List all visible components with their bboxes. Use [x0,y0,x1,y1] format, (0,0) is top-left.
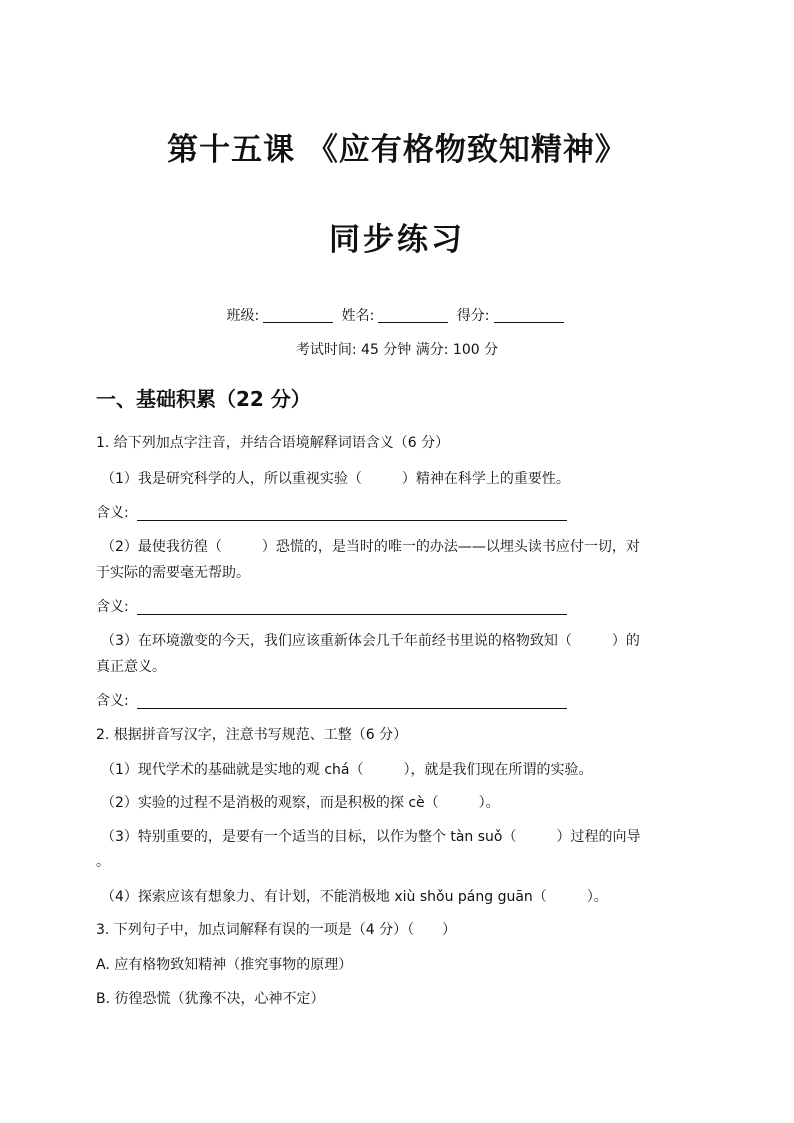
q2-item-4 [101,886,608,906]
page-subtitle: 同步练习 [329,222,465,258]
q1-item-1-text-b: ）精神在科学上的重要性。 [401,471,570,487]
score-blank[interactable] [494,308,564,323]
q1-item-2-text-b: ）恐慌的，是当时的唯一的办法——以埋头读书应付一切，对 [261,539,640,555]
q1-item-3-text-a: （3）在环境激变的今天，我们应该重新体会几千年前经书里说的格物致知（ [101,633,572,649]
q1-item-3-text-b: ）的 [611,633,640,649]
q2-item-4-text-a: （4）探索应该有想象力、有计划，不能消极地 xiù shǒu páng guān（ [101,889,547,905]
class-blank[interactable] [263,308,333,323]
meaning-answer-line[interactable] [137,600,567,615]
meaning-label: 含义: [96,505,129,521]
q2-item-2-text-a: （2）实验的过程不是消极的观察，而是积极的探 cè（ [101,795,439,811]
q1-meaning-1 [96,502,567,522]
q2-item-1 [101,759,593,779]
q1-item-3 [101,630,640,650]
q3-option-a: A. 应有格物致知精神（推究事物的原理） [96,957,353,973]
q2-item-1-text-a: （1）现代学术的基础就是实地的观 chá（ [101,762,364,778]
q3-option-b: B. 彷徨恐慌（犹豫不决，心神不定） [96,991,325,1007]
q1-item-2 [101,536,640,556]
q1-item-3-cont: 真正意义。 [96,659,166,675]
score-label: 得分: [456,308,490,324]
question-3-prompt: 3. 下列句子中，加点词解释有误的一项是（4 分）（ ） [96,922,457,938]
student-info-line [0,305,794,325]
q2-item-1-text-b: ），就是我们现在所谓的实验。 [403,762,593,778]
question-2-prompt: 2. 根据拼音写汉字，注意书写规范、工整（6 分） [96,727,408,743]
question-1-prompt: 1. 给下列加点字注音，并结合语境解释词语含义（6 分） [96,435,450,451]
q2-item-3 [101,826,640,846]
q1-item-1-text-a: （1）我是研究科学的人，所以重视实验（ [101,471,362,487]
exam-info: 考试时间: 45 分钟 满分: 100 分 [295,342,499,358]
name-blank[interactable] [378,308,448,323]
q2-item-4-text-b: ）。 [586,889,608,905]
name-label: 姓名: [341,308,375,324]
q2-item-3-text-a: （3）特别重要的，是要有一个适当的目标，以作为整个 tàn suǒ（ [101,829,517,845]
meaning-label: 含义: [96,693,129,709]
q1-meaning-2 [96,596,567,616]
meaning-label: 含义: [96,599,129,615]
q2-item-2-text-b: ）。 [478,795,500,811]
q1-item-1 [101,468,570,488]
q1-meaning-3 [96,690,567,710]
q1-item-2-cont: 于实际的需要毫无帮助。 [96,565,250,581]
meaning-answer-line[interactable] [137,694,567,709]
q2-item-2 [101,792,500,812]
meaning-answer-line[interactable] [137,506,567,521]
section-heading: 一、基础积累（22 分） [96,387,311,411]
q1-item-2-text-a: （2）最使我彷徨（ [101,539,222,555]
q2-item-3-text-b: ）过程的向导 [556,829,641,845]
class-label: 班级: [226,308,260,324]
page-title: 第十五课 《应有格物致知精神》 [167,132,627,168]
q2-item-3-cont: 。 [96,854,110,870]
